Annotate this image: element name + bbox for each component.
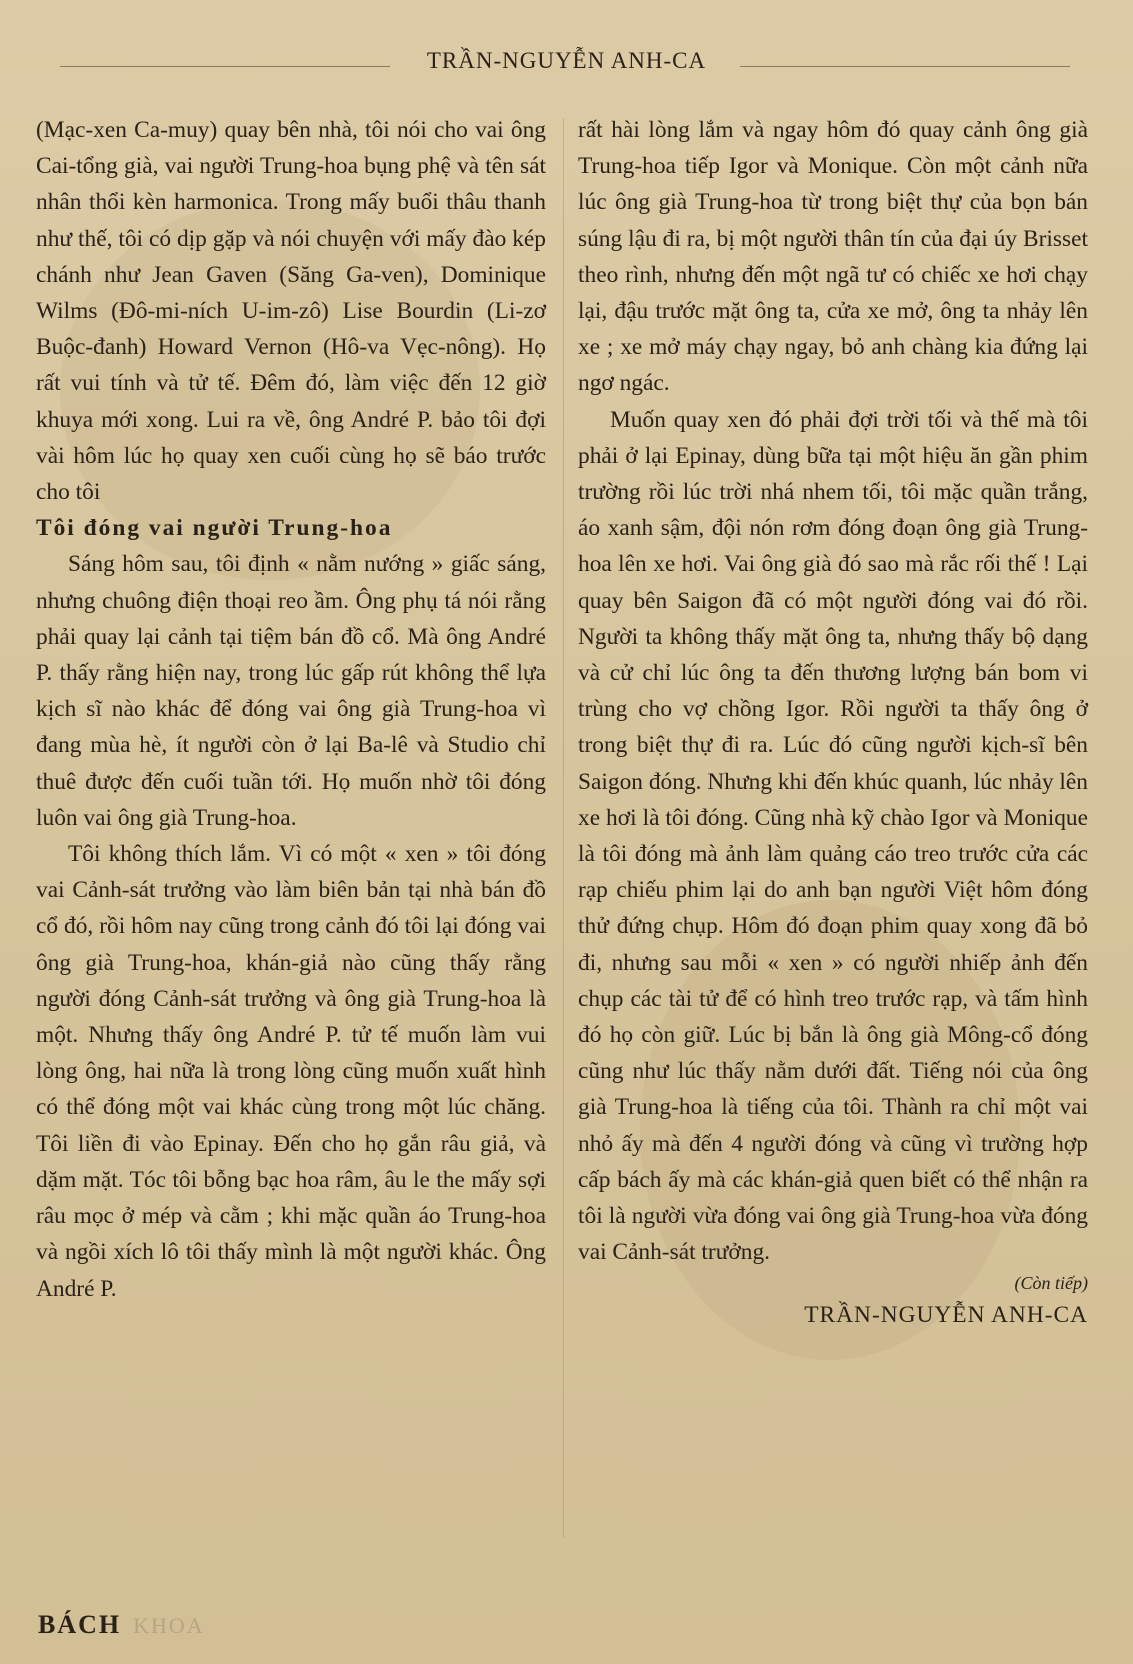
section-subheading: Tôi đóng vai người Trung-hoa <box>36 515 393 542</box>
paragraph: rất hài lòng lắm và ngay hôm đó quay cảnh ông già Trung-hoa tiếp Igor và Monique. Còn một cảnh nữa lúc ông già Trung-hoa từ trong biệt thự của bọn bán súng lậu đi ra, bị một người thân tín của đại úy Brisset theo rình, nhưng đến một ngã tư có chiếc xe hơi chạy lại, đậu trước mặt ông ta, cửa xe mở, ông ta nhảy lên xe ; xe mở máy chạy ngay, bỏ anh chàng kia đứng lại ngơ ngác. <box>578 117 1088 397</box>
continued-note: (Còn tiếp) <box>1014 1272 1088 1293</box>
running-header: TRẦN-NGUYỄN ANH-CA <box>426 48 707 73</box>
paragraph: Sáng hôm sau, tôi định « nằm nướng » giấc sáng, nhưng chuông điện thoại reo ầm. Ông phụ tá nói rằng phải quay lại cảnh tại tiệm bán đồ cổ. Mà ông André P. thấy rằng hiện nay, trong lúc gấp rút không thể lựa kịch sĩ nào khác để đóng vai ông già Trung-hoa vì đang mùa hè, ít người còn ở lại Ba-lê và Studio chỉ thuê được đến cuối tuần tới. Họ muốn nhờ tôi đóng luôn vai ông già Trung-hoa. <box>36 551 546 831</box>
author-signature: TRẦN-NGUYỄN ANH-CA <box>804 1301 1088 1328</box>
paragraph: Tôi không thích lắm. Vì có một « xen » tôi đóng vai Cảnh-sát trưởng vào làm biên bản tại nhà bán đồ cổ đó, rồi hôm nay cũng trong cảnh đó tôi lại đóng vai ông già Trung-hoa, khán-giả nào cũng thấy rằng người đóng Cảnh-sát trưởng và ông già Trung-hoa là một. Nhưng thấy ông André P. tử tế muốn làm vui lòng ông, hai nữa là trong lòng cũng muốn xuất hình có thể đóng một vai khác cùng trong một lúc chăng. Tôi liền đi vào Epinay. Đến cho họ gắn râu giả, và dặm mặt. Tóc tôi bỗng bạc hoa râm, âu le the mấy sợi râu mọc ở mép và cằm ; khi mặc quần áo Trung-hoa và ngồi xích lô tôi thấy mình là một người khác. Ông André P. <box>36 841 546 1302</box>
paragraph: Muốn quay xen đó phải đợi trời tối và thế mà tôi phải ở lại Epinay, dùng bữa tại một hiệu ăn gần phim trường rồi lúc trời nhá nhem tối, tôi mặc quần trắng, áo xanh sậm, đội nón rơm đóng đoạn ông già Trung-hoa lên xe hơi. Vai ông già đó sao mà rắc rối thế ! Lại quay bên Saigon đã có một người đóng vai đó rồi. Người ta không thấy mặt ông ta, nhưng thấy bộ dạng và cử chỉ lúc ông ta đến thương lượng bán bom vi trùng cho vợ chồng Igor. Rồi người ta thấy ông ở trong biệt thự đi ra. Lúc đó cũng người kịch-sĩ bên Saigon đóng. Nhưng khi đến khúc quanh, lúc nhảy lên xe hơi là tôi đóng. Cũng nhà kỹ chào Igor và Monique là tôi đóng mà ảnh làm quảng cáo treo trước cửa các rạp chiếu phim lại do anh bạn người Việt hôm đóng thử đứng chụp. Hôm đó đoạn phim quay xong đã bỏ đi, nhưng sau mỗi « xen » có người nhiếp ảnh đến chụp các tài tử để có hình treo trước rạp, và tấm hình đó họ còn giữ. Lúc bị bắn là ông già Mông-cổ đóng cũng như lúc thấy nằm dưới đất. Tiếng nói của ông già Trung-hoa là tiếng của tôi. Thành ra chỉ một vai nhỏ ấy mà đến 4 người đóng và cũng vì trường hợp cấp bách ấy mà các khán-giả quen biết có thể nhận ra tôi là người vừa đóng vai ông già Trung-hoa vừa đóng vai Cảnh-sát trưởng. <box>578 406 1088 1266</box>
right-column <box>578 112 1088 1335</box>
footer-magazine-mark <box>38 1610 205 1640</box>
footer-trail-text: KHOA <box>133 1613 205 1638</box>
left-column <box>36 112 546 1307</box>
column-divider <box>563 118 564 1538</box>
footer-mark-text: BÁCH <box>38 1610 122 1639</box>
paragraph: (Mạc-xen Ca-muy) quay bên nhà, tôi nói cho vai ông Cai-tổng già, vai người Trung-hoa bụng phệ và tên sát nhân thổi kèn harmonica. Trong mấy buổi thâu thanh như thế, tôi có dịp gặp và nói chuyện với mấy đào kép chánh như Jean Gaven (Săng Ga-ven), Dominique Wilms (Đô-mi-ních U-im-zô) Lise Bourdin (Li-zơ Buộc-đanh) Howard Vernon (Hô-va Vẹc-nông). Họ rất vui tính và tử tế. Đêm đó, làm việc đến 12 giờ khuya mới xong. Lui ra về, ông André P. bảo tôi đợi vài hôm lúc họ quay xen cuối cùng họ sẽ báo trước cho tôi <box>36 117 546 506</box>
